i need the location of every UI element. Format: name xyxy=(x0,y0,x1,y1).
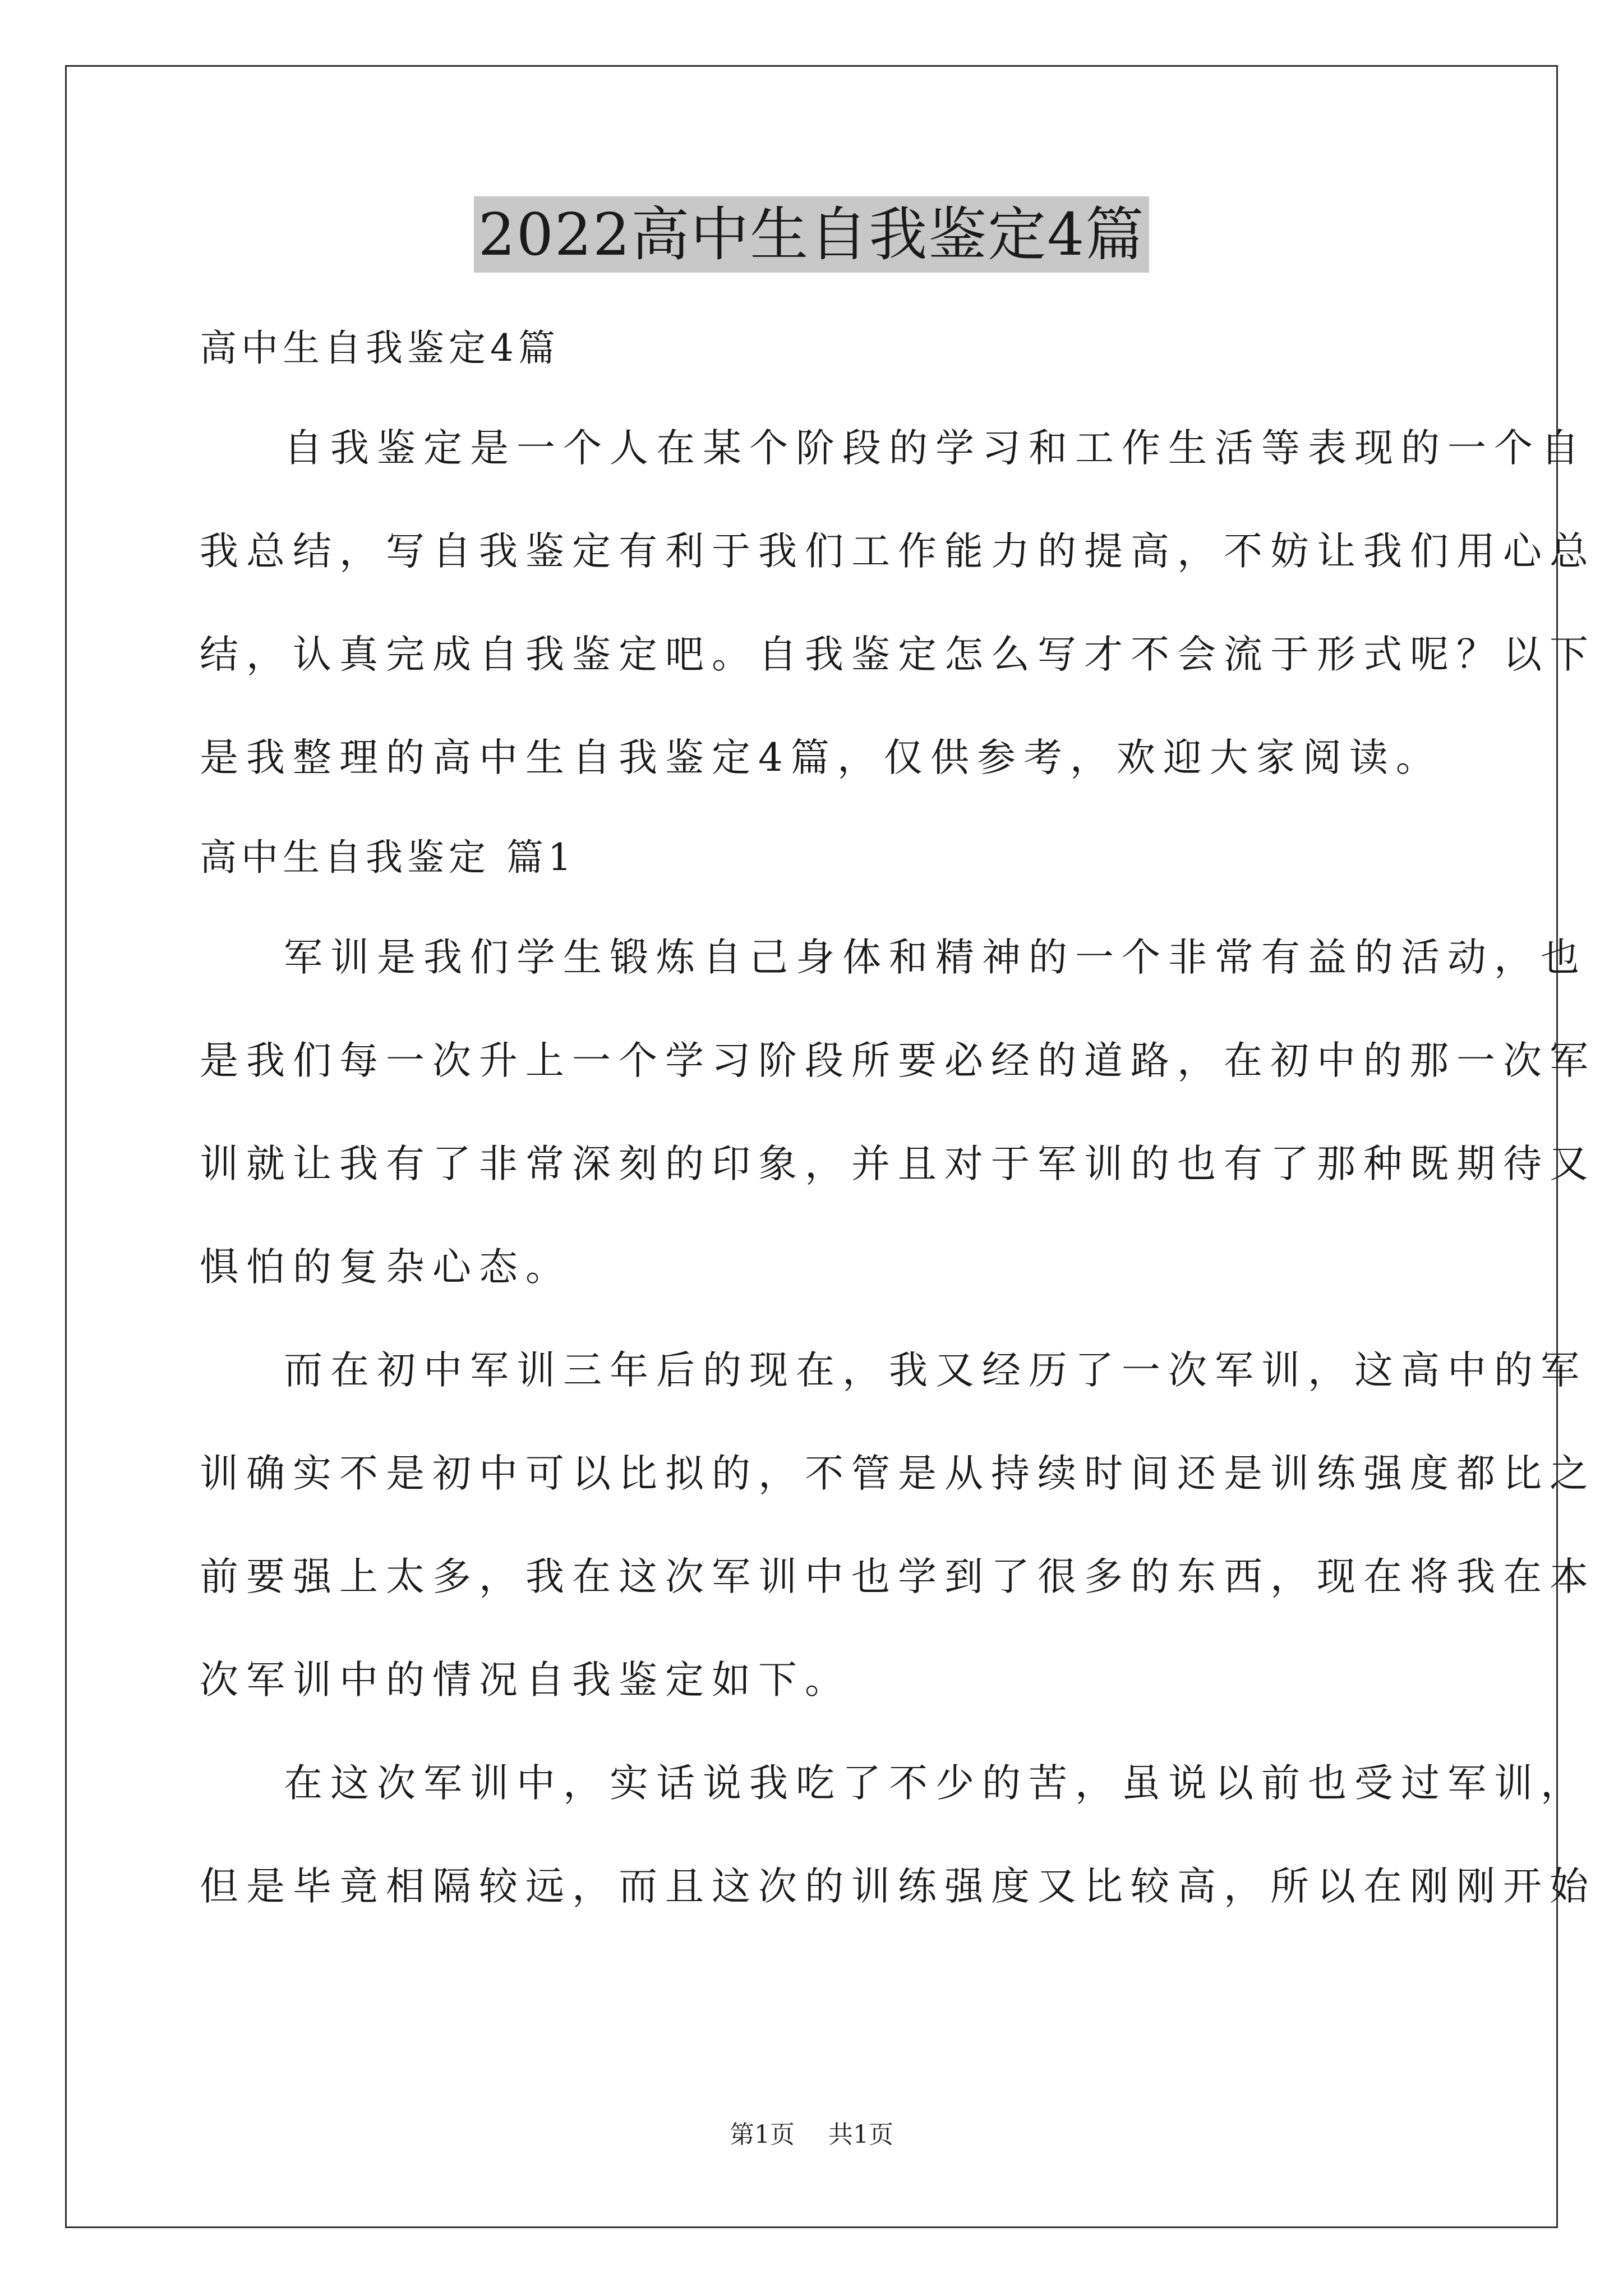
page-number: 第1页 xyxy=(730,2120,795,2149)
paragraph-line: 惧怕的复杂心态。 xyxy=(200,1245,572,1290)
paragraph-line: 次军训中的情况自我鉴定如下。 xyxy=(200,1658,851,1703)
paragraph-line: 我总结，写自我鉴定有利于我们工作能力的提高，不妨让我们用心总 xyxy=(200,529,1596,574)
paragraph-line: 而在初中军训三年后的现在，我又经历了一次军训，这高中的军 xyxy=(284,1348,1587,1393)
paragraph-line: 前要强上太多，我在这次军训中也学到了很多的东西，现在将我在本 xyxy=(200,1554,1596,1599)
document-body xyxy=(200,300,1596,1938)
paragraph-line: 在这次军训中，实话说我吃了不少的苦，虽说以前也受过军训， xyxy=(284,1761,1587,1806)
section1-paragraph-1 xyxy=(200,906,1596,1319)
paragraph-line: 训确实不是初中可以比拟的，不管是从持续时间还是训练强度都比之 xyxy=(200,1451,1596,1496)
paragraph-line: 是我整理的高中生自我鉴定4篇，仅供参考，欢迎大家阅读。 xyxy=(200,735,1442,780)
paragraph-line: 自我鉴定是一个人在某个阶段的学习和工作生活等表现的一个自 xyxy=(284,426,1587,471)
paragraph-line: 结，认真完成自我鉴定吧。自我鉴定怎么写才不会流于形式呢？以下 xyxy=(200,632,1596,677)
document-subtitle: 高中生自我鉴定4篇 xyxy=(200,326,560,370)
page-footer xyxy=(0,2118,1623,2152)
paragraph-line: 训就让我有了非常深刻的印象，并且对于军训的也有了那种既期待又 xyxy=(200,1142,1596,1186)
page-total: 共1页 xyxy=(828,2120,893,2149)
intro-paragraph xyxy=(200,397,1596,809)
paragraph-line: 但是毕竟相隔较远，而且这次的训练强度又比较高，所以在刚刚开始 xyxy=(200,1864,1596,1909)
paragraph-line: 是我们每一次升上一个学习阶段所要必经的道路，在初中的那一次军 xyxy=(200,1038,1596,1083)
document-title: 2022高中生自我鉴定4篇 xyxy=(474,196,1150,273)
section1-paragraph-2 xyxy=(200,1319,1596,1732)
section-heading: 高中生自我鉴定 篇1 xyxy=(200,836,576,879)
section1-paragraph-3 xyxy=(200,1732,1596,1938)
paragraph-line: 军训是我们学生锻炼自己身体和精神的一个非常有益的活动，也 xyxy=(284,935,1587,980)
title-wrap xyxy=(0,196,1623,273)
